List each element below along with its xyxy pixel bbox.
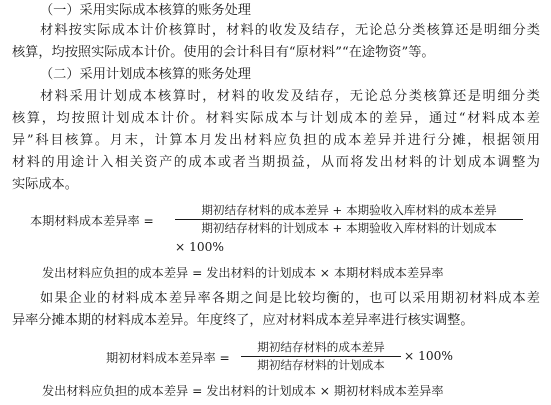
formula-issued-variance: 发出材料应负担的成本差异 = 发出材料的计划成本 × 本期材料成本差异率: [42, 266, 444, 280]
section2-line-1: 材料采用计划成本核算时，材料的收发及结存，无论总分类核算还是明细分类: [40, 89, 540, 104]
section2-line-4: 材料的用途计入相关资产的成本或者当期损益，从而将发出材料的计划成本调整为: [12, 155, 540, 170]
formula3-fraction-bar: [241, 356, 401, 357]
section2-line-5: 实际成本。: [12, 177, 78, 192]
formula1-numerator: 期初结存材料的成本差异 + 本期验收入库材料的成本差异: [201, 203, 497, 217]
formula3-denominator: 期初结存材料的计划成本: [257, 358, 385, 372]
para3-line-1: 如果企业的材料成本差异率各期之间是比较均衡的，也可以采用期初材料成本差: [40, 291, 540, 306]
formula1-lhs: 本期材料成本差异率 =: [30, 214, 154, 228]
formula1-denominator: 期初结存材料的计划成本 + 本期验收入库材料的计划成本: [201, 221, 497, 235]
formula1-tail: × 100%: [175, 240, 224, 254]
section2-heading: （二）采用计划成本核算的账务处理: [40, 67, 251, 82]
section2-line-3: 异”科目核算。月末，计算本月发出材料应负担的成本差异并进行分摊，根据领用: [12, 133, 540, 148]
formula-current-variance-rate: [30, 203, 530, 253]
formula1-fraction: [175, 203, 523, 237]
formula3-fraction: [241, 340, 401, 374]
para3-line-2: 异率分摊本期的材料成本差异。年度终了，应对材料成本差异率进行核实调整。: [12, 313, 474, 328]
formula1-fraction-bar: [175, 219, 523, 220]
section1-heading: （一）采用实际成本核算的账务处理: [40, 3, 251, 18]
section2-line-2: 核算，均按照计划成本计价。材料实际成本与计划成本的差异，通过“材料成本差: [12, 111, 540, 126]
formula-opening-variance-rate: [106, 340, 456, 374]
formula3-numerator: 期初结存材料的成本差异: [257, 340, 385, 354]
formula3-lhs: 期初材料成本差异率 =: [106, 351, 230, 365]
section1-line-2: 核算，均按照实际成本计价。使用的会计科目有“原材料”“在途物资”等。: [12, 45, 435, 60]
formula-issued-variance-opening: 发出材料应负担的成本差异 = 发出材料的计划成本 × 期初材料成本差异率: [42, 384, 444, 398]
section1-line-1: 材料按实际成本计价核算时，材料的收发及结存，无论总分类核算还是明细分类: [40, 23, 540, 38]
formula3-tail: × 100%: [404, 349, 453, 363]
